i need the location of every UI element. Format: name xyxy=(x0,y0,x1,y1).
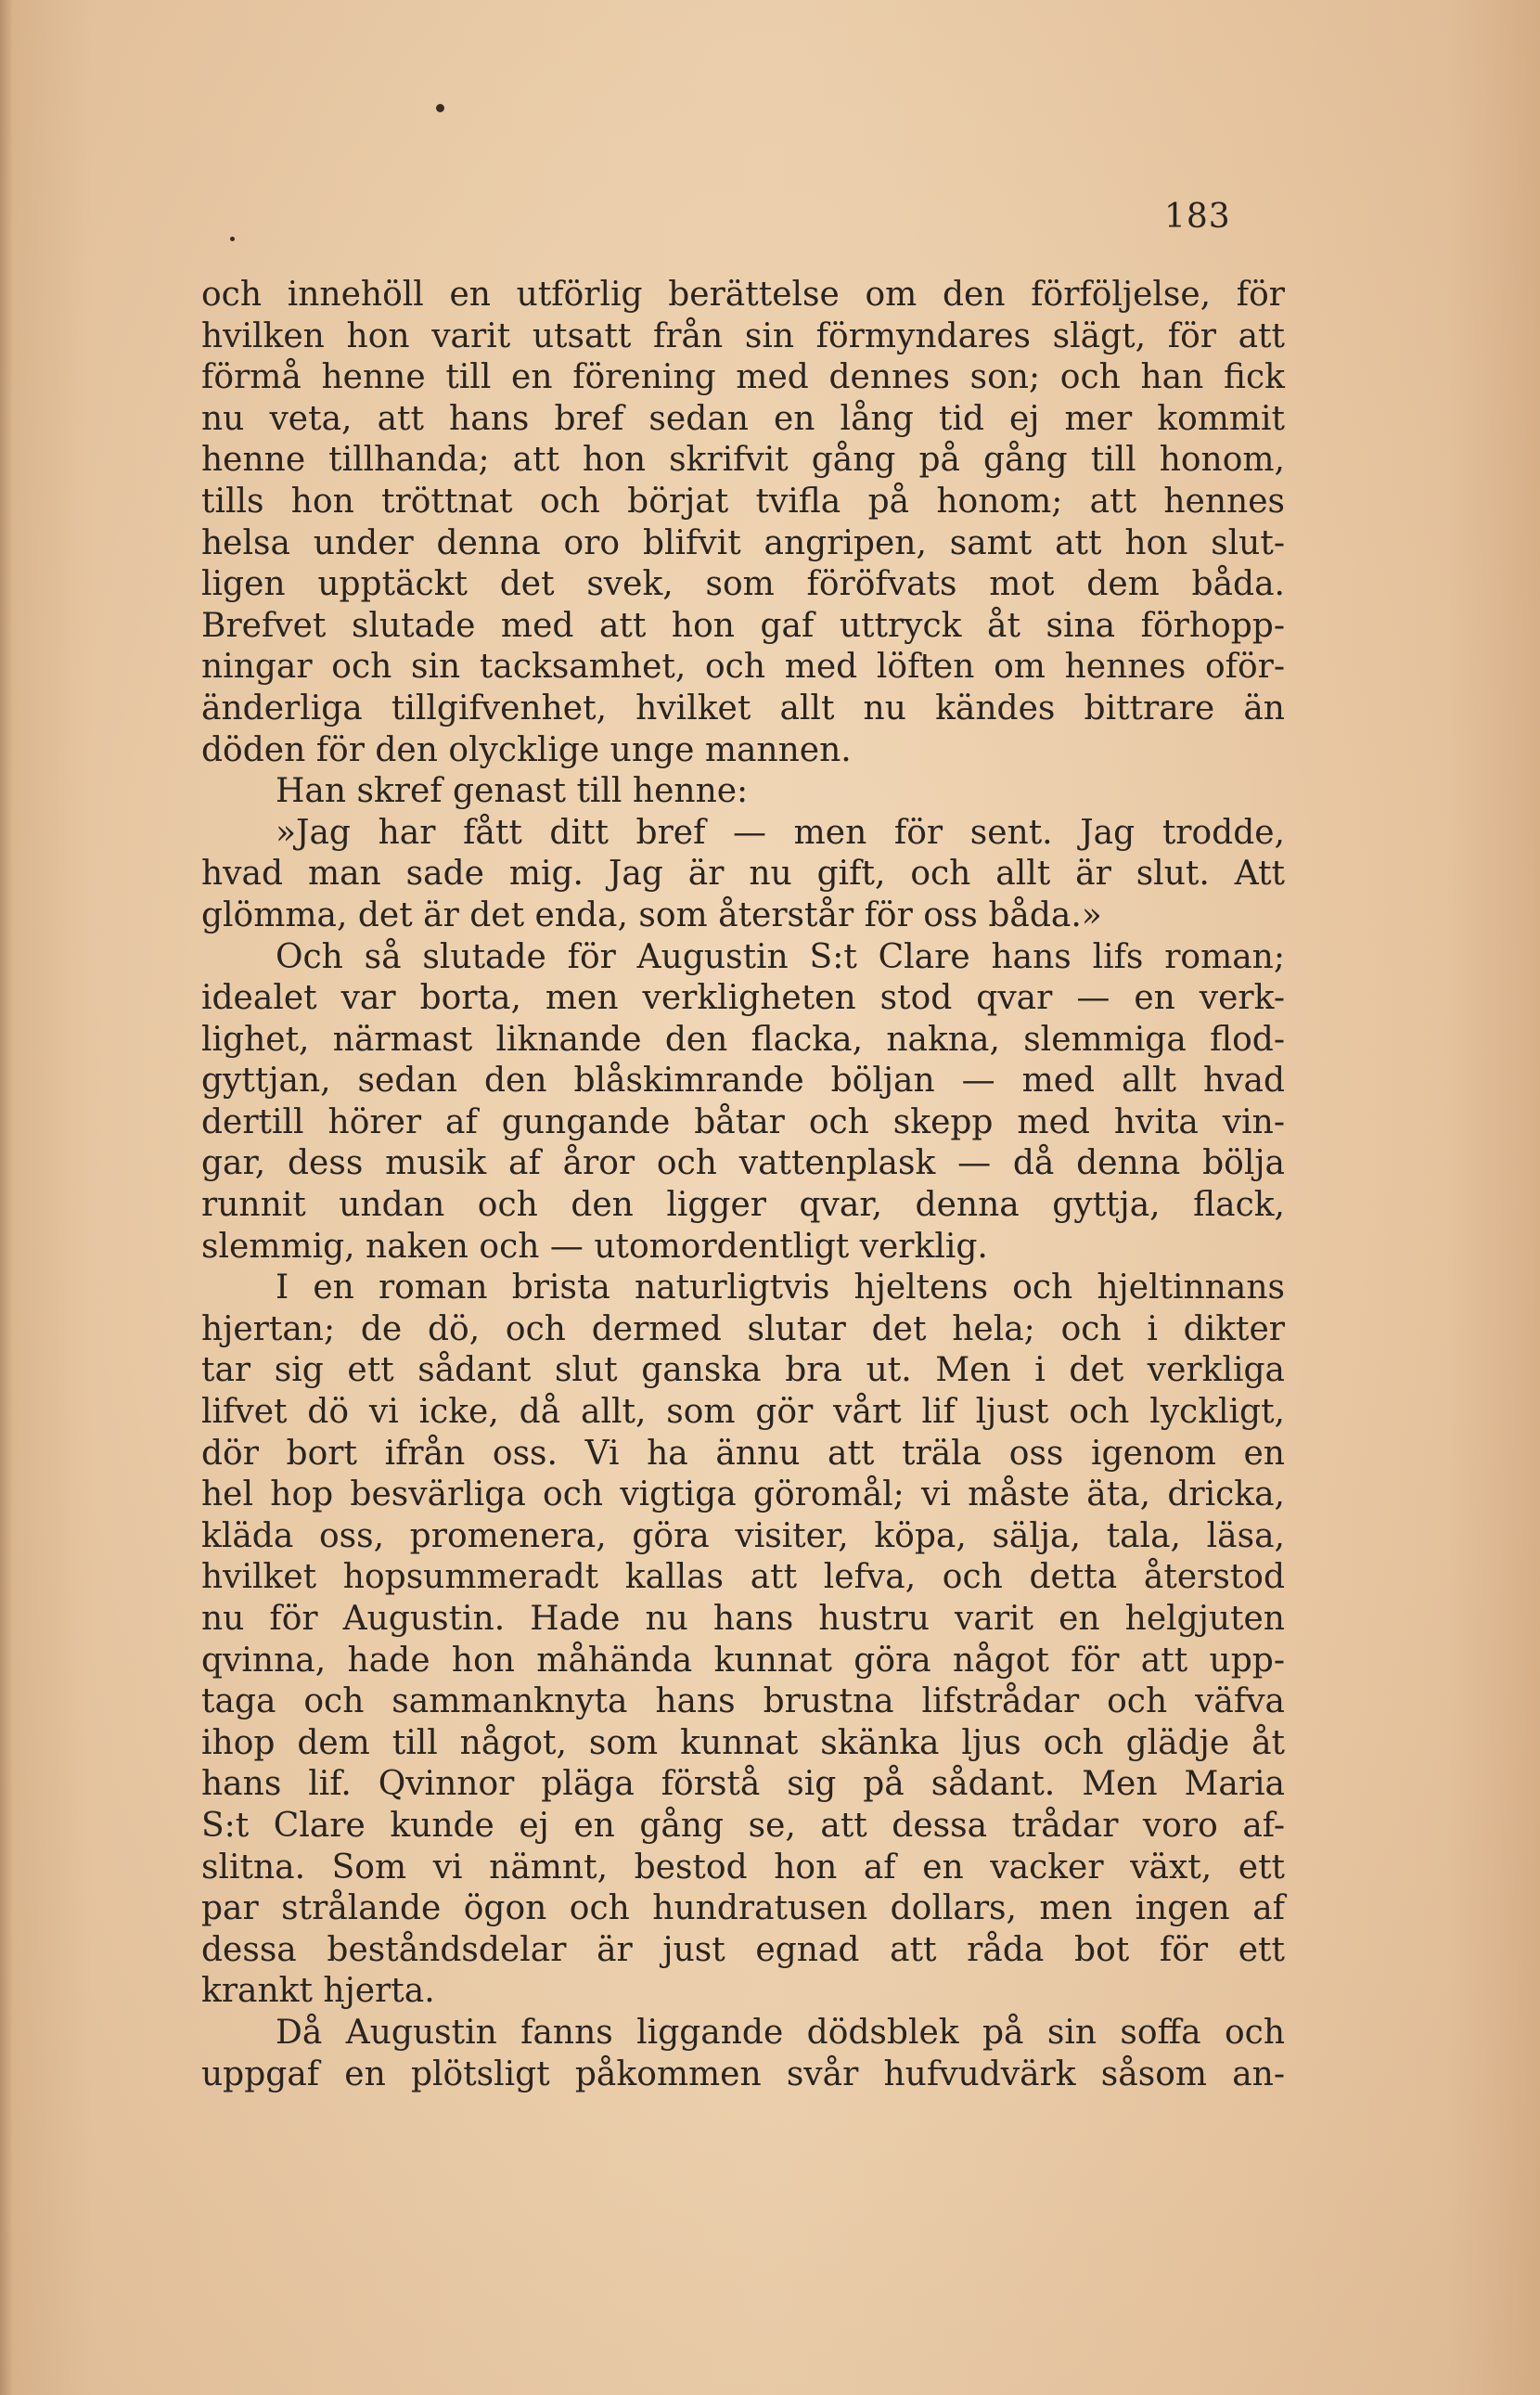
text-line: taga och sammanknyta hans brustna lifstrådar och väfva xyxy=(201,1682,1285,1721)
text-line: hjertan; de dö, och dermed slutar det hela; och i dikter xyxy=(201,1309,1285,1348)
page-edge-shadow xyxy=(0,0,13,2395)
text-line: idealet var borta, men verkligheten stod qvar — en verk- xyxy=(201,979,1285,1018)
text-line: tills hon tröttnat och börjat tvifla på honom; att hennes xyxy=(201,482,1285,521)
text-line: änderliga tillgifvenhet, hvilket allt nu kändes bittrare än xyxy=(201,689,1285,728)
text-line: henne tillhanda; att hon skrifvit gång på gång till honom, xyxy=(201,441,1285,480)
text-line: I en roman brista naturligtvis hjeltens och hjeltinnans xyxy=(276,1268,1285,1307)
text-line: slemmig, naken och — utomordentligt verklig. xyxy=(201,1227,988,1266)
text-line: Och så slutade för Augustin S:t Clare hans lifs roman; xyxy=(276,937,1285,976)
text-line: lighet, närmast liknande den flacka, nakna, slemmiga flod- xyxy=(201,1020,1285,1059)
text-line: Han skref genast till henne: xyxy=(276,772,749,811)
text-line: nu veta, att hans bref sedan en lång tid ej mer kommit xyxy=(201,399,1285,438)
text-line: runnit undan och den ligger qvar, denna gyttja, flack, xyxy=(201,1186,1285,1225)
text-line: krankt hjerta. xyxy=(201,1972,435,2011)
text-line: gyttjan, sedan den blåskimrande böljan — med allt hvad xyxy=(201,1062,1285,1101)
text-line: dessa beståndsdelar är just egnad att råda bot för ett xyxy=(201,1930,1285,1969)
text-line: ningar och sin tacksamhet, och med löften om hennes oför- xyxy=(201,648,1285,687)
text-line: Då Augustin fanns liggande dödsblek på sin soffa och xyxy=(276,2013,1285,2052)
text-line: hvilket hopsummeradt kallas att lefva, och detta återstod xyxy=(201,1558,1285,1597)
page-number: 183 xyxy=(1164,198,1231,236)
text-line: hvad man sade mig. Jag är nu gift, och allt är slut. Att xyxy=(201,855,1285,894)
ink-speck xyxy=(230,237,235,241)
text-line: par strålande ögon och hundratusen dollars, men ingen af xyxy=(201,1889,1285,1928)
text-line: glömma, det är det enda, som återstår för oss båda.» xyxy=(201,895,1102,934)
text-line: helsa under denna oro blifvit angripen, samt att hon slut- xyxy=(201,523,1285,562)
text-line: hvilken hon varit utsatt från sin förmyndares slägt, för att xyxy=(201,316,1285,355)
text-line: dör bort ifrån oss. Vi ha ännu att träla oss igenom en xyxy=(201,1434,1285,1473)
text-line: kläda oss, promenera, göra visiter, köpa, sälja, tala, läsa, xyxy=(201,1516,1285,1555)
body-text xyxy=(201,275,1285,2095)
text-line: och innehöll en utförlig berättelse om den förföljelse, för xyxy=(201,276,1285,314)
text-line: slitna. Som vi nämnt, bestod hon af en vacker växt, ett xyxy=(201,1848,1285,1886)
text-line: ligen upptäckt det svek, som föröfvats mot dem båda. xyxy=(201,565,1285,604)
text-line: nu för Augustin. Hade nu hans hustru varit en helgjuten xyxy=(201,1600,1285,1638)
text-line: gar, dess musik af åror och vattenplask — då denna bölja xyxy=(201,1144,1285,1183)
text-line: lifvet dö vi icke, då allt, som gör vårt lif ljust och lyckligt, xyxy=(201,1393,1285,1432)
ink-speck xyxy=(436,104,444,112)
text-line: dertill hörer af gungande båtar och skepp med hvita vin- xyxy=(201,1102,1285,1141)
text-line: döden för den olycklige unge mannen. xyxy=(201,730,852,769)
text-line: hel hop besvärliga och vigtiga göromål; vi måste äta, dricka, xyxy=(201,1475,1285,1514)
text-line: ihop dem till något, som kunnat skänka ljus och glädje åt xyxy=(201,1723,1285,1762)
text-line: S:t Clare kunde ej en gång se, att dessa trådar voro af- xyxy=(201,1806,1285,1845)
text-line: hans lif. Qvinnor pläga förstå sig på sådant. Men Maria xyxy=(201,1765,1285,1804)
text-line: »Jag har fått ditt bref — men för sent. Jag trodde, xyxy=(276,813,1285,852)
text-line: förmå henne till en förening med dennes son; och han fick xyxy=(201,358,1285,397)
text-line: uppgaf en plötsligt påkommen svår hufvudvärk såsom an- xyxy=(201,2054,1285,2093)
text-line: Brefvet slutade med att hon gaf uttryck åt sina förhopp- xyxy=(201,606,1285,645)
text-line: tar sig ett sådant slut ganska bra ut. Men i det verkliga xyxy=(201,1351,1285,1390)
text-line: qvinna, hade hon måhända kunnat göra något för att upp- xyxy=(201,1641,1285,1680)
